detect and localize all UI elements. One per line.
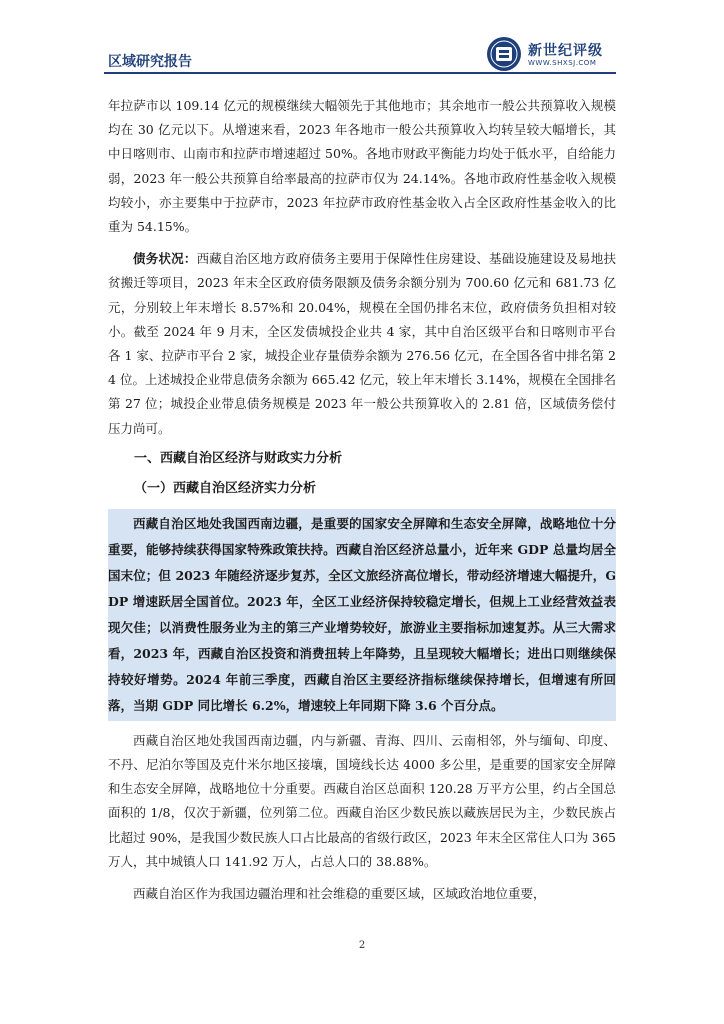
brand-logo-icon [486,36,522,72]
paragraph-debt-status [108,247,616,441]
section-heading: 一、西藏自治区经济与财政实力分析 [134,450,343,466]
page-number: 2 [358,940,366,951]
debt-status-text: 西藏自治区地方政府债务主要用于保障性住房建设、基础设施建设及易地扶贫搬迁等项目，2023 年末全区政府债务限额及债务余额分别为 700.60 亿元和 681.73 亿元，分别较上年末增长 8.57%和 20.04%，规模在全国仍排名末位，政府债务负担相对较小。截至 2024 年 9 月末，全区发债城投企业共 4 家，其中自治区级平台和日喀则市平台各 1 家、拉萨市平台 2 家，城投企业存量债券余额为 276.56 亿元，在全国各省中排名第 24 位。上述城投企业带息债务余额为 665.42 亿元，较上年末增长 3.14%，规模在全国排名第 27 位；城投企业带息债务规模是 2023 年一般公共预算收入的 2.81 倍，区域债务偿付压力尚可。 [108,251,616,436]
brand-logo-url: WWW.SHXSJ.COM [528,59,597,67]
paragraph-geography: 西藏自治区地处我国西南边疆，内与新疆、青海、四川、云南相邻，外与缅甸、印度、不丹、尼泊尔等国及克什米尔地区接壤，国境线长达 4000 多公里，是重要的国家安全屏障和生态安全屏障，战略地位十分重要。西藏自治区总面积 120.28 万平方公里，约占全国总面积的 1/8，仅次于新疆，位列第二位。西藏自治区少数民族以藏族居民为主，少数民族占比超过 90%，是我国少数民族人口占比最高的省级行政区，2023 年末全区常住人口为 365 万人，其中城镇人口 141.92 万人，占总人口的 38.88%。 [108,732,616,869]
brand-logo-name: 新世纪评级 [528,43,603,59]
subsection-heading: （一）西藏自治区经济实力分析 [134,480,317,496]
paragraph-political-status: 西藏自治区作为我国边疆治理和社会维稳的重要区域，区域政治地位重要， [133,886,546,902]
paragraph-fiscal-cities: 年拉萨市以 109.14 亿元的规模继续大幅领先于其他地市；其余地市一般公共预算收入规模均在 30 亿元以下。从增速来看，2023 年各地市一般公共预算收入均转呈较大幅增长，其中日喀则市、山南市和拉萨市增速超过 50%。各地市财政平衡能力均处于低水平，自给能力弱，2023 年一般公共预算自给率最高的拉萨市仅为 24.14%。各地市政府性基金收入规模均较小，亦主要集中于拉萨市，2023 年拉萨市政府性基金收入占全区政府性基金收入的比重为 54.15%。 [108,98,616,235]
report-header-title: 区域研究报告 [108,54,192,70]
debt-status-label: 债务状况： [133,251,197,267]
report-body [108,94,616,906]
brand-logo [486,36,626,72]
summary-paragraph: 西藏自治区地处我国西南边疆，是重要的国家安全屏障和生态安全屏障，战略地位十分重要，能够持续获得国家特殊政策扶持。西藏自治区经济总量小，近年来 GDP 总量均居全国末位；但 2023 年随经济逐步复苏，全区文旅经济高位增长，带动经济增速大幅提升，GDP 增速跃居全国首位。2023 年，全区工业经济保持较稳定增长，但规上工业经营效益表现欠佳；以消费性服务业为主的第三产业增势较好，旅游业主要指标加速复苏。从三大需求看，2023 年，西藏自治区投资和消费扭转上年降势，且呈现较大幅增长；进出口则继续保持较好增势。2024 年前三季度，西藏自治区主要经济指标继续保持增长，但增速有所回落，当期 GDP 同比增长 6.2%，增速较上年同期下降 3.6 个百分点。 [108,515,616,713]
header-divider [104,72,616,74]
summary-highlight-box [108,509,616,721]
